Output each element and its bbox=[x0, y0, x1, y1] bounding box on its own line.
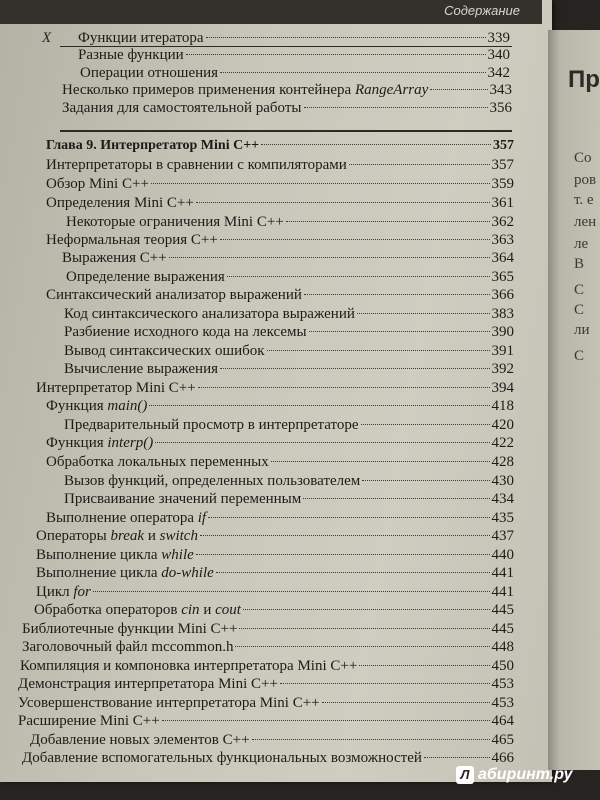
toc-entry bbox=[18, 713, 514, 730]
dot-leader bbox=[309, 331, 490, 332]
toc-entry-title: Обработка локальных переменных bbox=[46, 454, 269, 470]
toc-entry-text: Цикл bbox=[36, 584, 74, 600]
toc-entry-title: Глава 9. Интерпретатор Mini C++ bbox=[46, 138, 260, 153]
toc-entry-title bbox=[36, 584, 91, 601]
toc-entry-page: 391 bbox=[491, 343, 514, 359]
toc-entry-code: interp() bbox=[107, 435, 154, 451]
toc-entry-title bbox=[36, 565, 214, 582]
toc-entry-title: Добавление новых элементов C++ bbox=[30, 732, 250, 748]
facing-page-line: С bbox=[574, 282, 585, 298]
toc-entry-page: 437 bbox=[491, 528, 514, 544]
toc-entry-page: 418 bbox=[491, 398, 514, 414]
toc-entry-page: 357 bbox=[491, 157, 514, 173]
toc-entry bbox=[20, 658, 514, 675]
toc-entry bbox=[64, 324, 514, 341]
facing-page-line: ров bbox=[574, 172, 597, 188]
toc-entry-page: 445 bbox=[491, 621, 514, 637]
dot-leader bbox=[362, 480, 489, 481]
toc-entry-title: Неформальная теория C++ bbox=[46, 232, 218, 248]
facing-page-edge bbox=[548, 30, 600, 770]
toc-entry-title bbox=[34, 602, 241, 619]
toc-entry bbox=[64, 491, 514, 508]
facing-page-line: В bbox=[574, 256, 585, 272]
toc-entry-title: Расширение Mini C++ bbox=[18, 713, 160, 729]
labirint-watermark bbox=[456, 766, 573, 784]
toc-entry-code: do-while bbox=[161, 565, 214, 581]
facing-page-line: Со bbox=[574, 150, 592, 166]
dot-leader bbox=[280, 683, 490, 684]
toc-entry-title: Интерпретаторы в сравнении с компиляторами bbox=[46, 157, 347, 173]
toc-entry-code: cin bbox=[181, 602, 200, 618]
toc-entry-title bbox=[46, 398, 147, 415]
dot-leader bbox=[93, 591, 490, 592]
toc-entry bbox=[46, 232, 514, 249]
facing-page-line: ли bbox=[574, 322, 590, 338]
facing-page-title: Пр bbox=[568, 66, 600, 93]
toc-entry-title: Разбиение исходного кода на лексемы bbox=[64, 324, 307, 340]
toc-entry-page: 342 bbox=[487, 65, 510, 81]
dot-leader bbox=[216, 572, 490, 573]
toc-entry bbox=[46, 195, 514, 212]
facing-page-line: ле bbox=[574, 236, 589, 252]
toc-entry-page: 356 bbox=[489, 100, 512, 116]
toc-entry-page: 362 bbox=[491, 214, 514, 230]
toc-entry-page: 364 bbox=[491, 250, 514, 266]
dot-leader bbox=[349, 164, 490, 165]
toc-entry-title: Операции отношения bbox=[80, 65, 219, 81]
toc-entry-title bbox=[46, 435, 153, 452]
toc-entry bbox=[18, 695, 514, 712]
toc-entry-page: 357 bbox=[493, 138, 514, 153]
dot-leader bbox=[169, 257, 490, 258]
dot-leader bbox=[151, 183, 490, 184]
toc-entry-page: 366 bbox=[491, 287, 514, 303]
toc-entry bbox=[46, 510, 514, 527]
toc-entry-text: Выполнение цикла bbox=[36, 547, 162, 563]
toc-entry-page: 434 bbox=[491, 491, 514, 507]
dot-leader bbox=[361, 424, 490, 425]
toc-entry-title: Код синтаксического анализатора выражений bbox=[64, 306, 355, 322]
toc-entry bbox=[64, 473, 514, 490]
toc-entry bbox=[78, 47, 510, 64]
page-number: X bbox=[42, 30, 52, 46]
dot-leader bbox=[220, 239, 490, 240]
dot-leader bbox=[304, 294, 490, 295]
toc-entry-text: Функция bbox=[46, 435, 108, 451]
toc-entry bbox=[64, 417, 514, 434]
toc-entry bbox=[46, 157, 514, 174]
toc-entry-code: if bbox=[197, 510, 207, 526]
dot-leader bbox=[252, 739, 490, 740]
toc-entry-title bbox=[62, 82, 428, 99]
dot-leader bbox=[198, 387, 490, 388]
dot-leader bbox=[261, 144, 491, 145]
dot-leader bbox=[186, 54, 486, 55]
dot-leader bbox=[239, 628, 489, 629]
toc-entry-page: 430 bbox=[491, 473, 514, 489]
toc-entry bbox=[80, 65, 510, 82]
toc-entry-page: 448 bbox=[491, 639, 514, 655]
toc-entry-code: for bbox=[73, 584, 91, 600]
dot-leader bbox=[149, 405, 489, 406]
toc-entry bbox=[46, 176, 514, 193]
facing-page-line: т. е bbox=[574, 192, 594, 208]
toc-entry-page: 340 bbox=[487, 47, 510, 63]
dot-leader bbox=[200, 535, 490, 536]
toc-entry-title: Предварительный просмотр в интерпретаторе bbox=[64, 417, 359, 433]
toc-entry-title: Интерпретатор Mini C++ bbox=[36, 380, 196, 396]
toc-entry-page: 394 bbox=[491, 380, 514, 396]
labirint-logo-icon: Л bbox=[456, 766, 474, 784]
toc-entry bbox=[22, 750, 514, 767]
toc-entry-page: 365 bbox=[491, 269, 514, 285]
running-header-title: Содержание bbox=[444, 3, 520, 18]
watermark-text: абиринт.ру bbox=[478, 766, 573, 783]
toc-entry bbox=[62, 100, 512, 117]
toc-entry-page: 343 bbox=[489, 82, 512, 98]
toc-entry bbox=[22, 621, 514, 638]
toc-entry-text: Обработка операторов bbox=[34, 602, 182, 618]
toc-entry-text: Выполнение оператора bbox=[46, 510, 198, 526]
toc-entry-title: Функции итератора bbox=[78, 30, 204, 46]
toc-entry-page: 422 bbox=[491, 435, 514, 451]
dot-leader bbox=[271, 461, 490, 462]
toc-entry-page: 440 bbox=[491, 547, 514, 563]
toc-entry-page: 361 bbox=[491, 195, 514, 211]
toc-entry-title: Обзор Mini C++ bbox=[46, 176, 149, 192]
dot-leader bbox=[206, 37, 486, 38]
toc-entry bbox=[36, 380, 514, 397]
toc-entry bbox=[46, 287, 514, 304]
toc-entry bbox=[66, 269, 514, 286]
toc-entry bbox=[46, 454, 514, 471]
toc-entry-title: Усовершенствование интерпретатора Mini C++ bbox=[18, 695, 320, 711]
dot-leader bbox=[357, 313, 490, 314]
toc-entry-page: 465 bbox=[491, 732, 514, 748]
toc-entry-page: 445 bbox=[491, 602, 514, 618]
dot-leader bbox=[220, 72, 485, 73]
toc-entry-title: Компиляция и компоновка интерпретатора Mini C++ bbox=[20, 658, 358, 674]
toc-entry-text: и bbox=[199, 602, 216, 618]
toc-entry-text: и bbox=[144, 528, 160, 544]
toc-entry-title: Заголовочный файл mccommon.h bbox=[22, 639, 234, 655]
dot-leader bbox=[243, 609, 490, 610]
toc-entry-page: 392 bbox=[491, 361, 514, 377]
toc-entry-text: Выполнение цикла bbox=[36, 565, 162, 581]
toc-entry bbox=[36, 565, 514, 582]
dot-leader bbox=[155, 442, 489, 443]
toc-entry-code: switch bbox=[159, 528, 198, 544]
toc-entry-title: Некоторые ограничения Mini C++ bbox=[66, 214, 284, 230]
toc-entry bbox=[66, 214, 514, 231]
toc-entry-page: 435 bbox=[491, 510, 514, 526]
toc-entry-page: 428 bbox=[491, 454, 514, 470]
chapter-heading bbox=[46, 137, 514, 154]
dot-leader bbox=[304, 107, 488, 108]
toc-entry bbox=[62, 82, 512, 99]
facing-page-line: С bbox=[574, 348, 585, 364]
toc-entry bbox=[46, 435, 514, 452]
toc-entry-title: Определение выражения bbox=[66, 269, 225, 285]
toc-entry-page: 441 bbox=[491, 584, 514, 600]
dot-leader bbox=[430, 89, 487, 90]
dot-leader bbox=[196, 202, 490, 203]
toc-entry bbox=[64, 343, 514, 360]
toc-entry-page: 441 bbox=[491, 565, 514, 581]
toc-entry-page: 453 bbox=[491, 695, 514, 711]
toc-entry bbox=[36, 547, 514, 564]
toc-entry-text: Несколько примеров применения контейнера bbox=[62, 82, 355, 98]
toc-entry-code: while bbox=[161, 547, 194, 563]
dot-leader bbox=[424, 757, 490, 758]
toc-entry bbox=[36, 584, 514, 601]
toc-entry-page: 383 bbox=[491, 306, 514, 322]
toc-entry-title: Демонстрация интерпретатора Mini C++ bbox=[18, 676, 278, 692]
toc-entry bbox=[46, 398, 514, 415]
toc-entry-title: Вывод синтаксических ошибок bbox=[64, 343, 265, 359]
toc-entry bbox=[78, 30, 510, 47]
toc-entry-code: RangeArray bbox=[354, 82, 429, 98]
facing-page-line: лен bbox=[574, 214, 597, 230]
toc-entry-title bbox=[46, 510, 206, 527]
toc-entry bbox=[22, 639, 514, 656]
toc-entry-page: 339 bbox=[487, 30, 510, 46]
toc-entry bbox=[30, 732, 514, 749]
dot-leader bbox=[303, 498, 489, 499]
toc-entry-page: 363 bbox=[491, 232, 514, 248]
dot-leader bbox=[208, 517, 489, 518]
toc-entry-title: Разные функции bbox=[78, 47, 184, 63]
toc-entry-code: break bbox=[110, 528, 145, 544]
toc-entry-page: 390 bbox=[491, 324, 514, 340]
dot-leader bbox=[267, 350, 490, 351]
toc-entry-title: Определения Mini C++ bbox=[46, 195, 194, 211]
toc-entry-title: Присваивание значений переменным bbox=[64, 491, 302, 507]
dot-leader bbox=[359, 665, 489, 666]
toc-entry-title: Вызов функций, определенных пользователем bbox=[64, 473, 361, 489]
dot-leader bbox=[286, 221, 490, 222]
toc-entry-title: Добавление вспомогательных функциональных возможностей bbox=[22, 750, 422, 766]
toc-entry-text: Функция bbox=[46, 398, 108, 414]
toc-entry-text: Операторы bbox=[36, 528, 111, 544]
toc-entry-code: cout bbox=[215, 602, 241, 618]
toc-entry-page: 420 bbox=[491, 417, 514, 433]
dot-leader bbox=[162, 720, 490, 721]
toc-entry bbox=[64, 361, 514, 378]
toc-entry-page: 450 bbox=[491, 658, 514, 674]
toc-entry-title: Вычисление выражения bbox=[64, 361, 219, 377]
toc-entry-page: 466 bbox=[491, 750, 514, 766]
toc-entry bbox=[62, 250, 514, 267]
toc-entry-title: Библиотечные функции Mini C++ bbox=[22, 621, 238, 637]
dot-leader bbox=[235, 646, 489, 647]
toc-entry-title: Задания для самостоятельной работы bbox=[62, 100, 302, 116]
toc-entry-title bbox=[36, 528, 198, 545]
toc-entry bbox=[34, 602, 514, 619]
toc-entry bbox=[64, 306, 514, 323]
toc-entry-code: main() bbox=[107, 398, 148, 414]
toc-entry bbox=[36, 528, 514, 545]
dot-leader bbox=[227, 276, 490, 277]
toc-entry-page: 359 bbox=[491, 176, 514, 192]
toc-entry-page: 453 bbox=[491, 676, 514, 692]
facing-page-line: С bbox=[574, 302, 585, 318]
toc-entry bbox=[18, 676, 514, 693]
dot-leader bbox=[196, 554, 490, 555]
toc-entry-title bbox=[36, 547, 194, 564]
dot-leader bbox=[220, 368, 489, 369]
dot-leader bbox=[322, 702, 490, 703]
toc-entry-page: 464 bbox=[491, 713, 514, 729]
toc-entry-title: Выражения C++ bbox=[62, 250, 167, 266]
toc-entry-title: Синтаксический анализатор выражений bbox=[46, 287, 302, 303]
